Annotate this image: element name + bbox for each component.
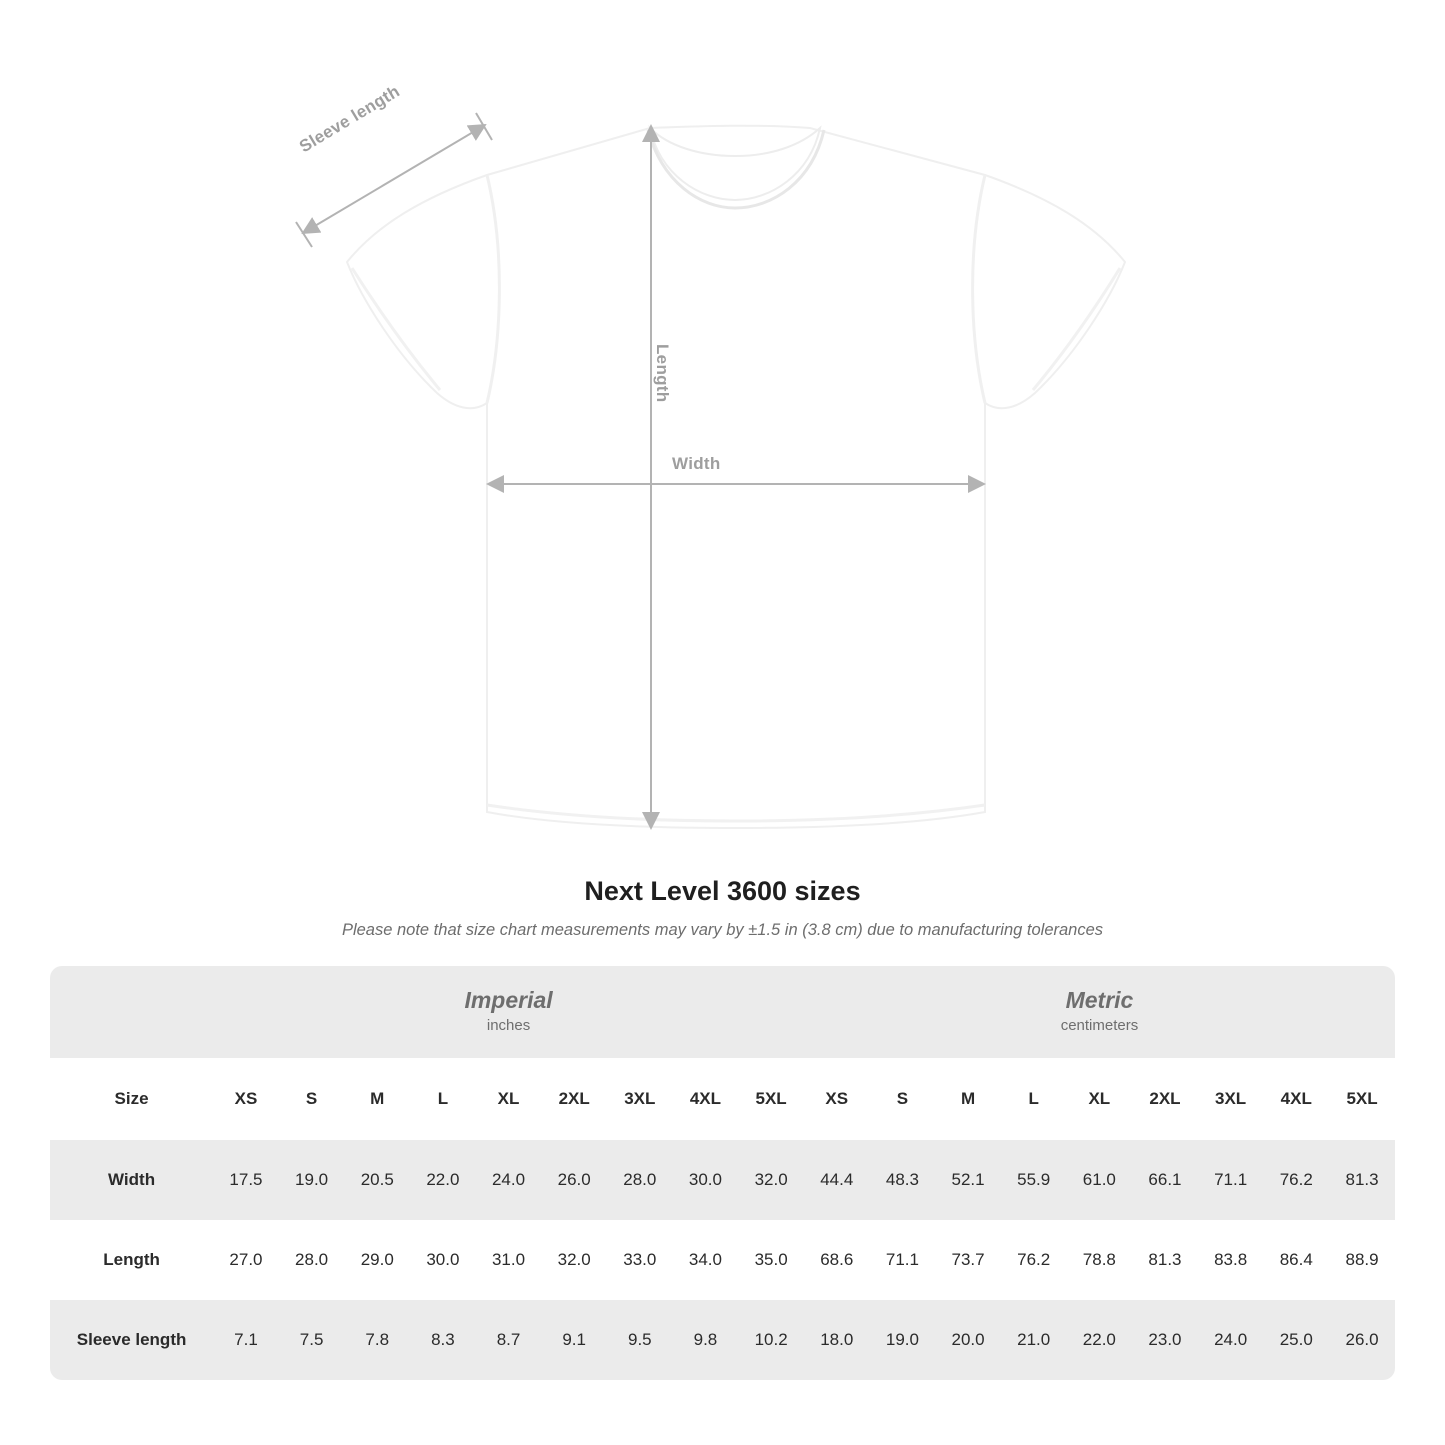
table-row [50,1300,1395,1380]
cell-sleeve-metric-5xl: 26.0 [1329,1300,1395,1380]
cell-width-imperial-2xl: 26.0 [541,1140,607,1220]
length-label: Length [653,344,672,403]
cell-sleeve-imperial-xl: 8.7 [476,1300,542,1380]
tshirt-shape [347,126,1125,828]
row-label-sleeve-length: Sleeve length [50,1300,213,1380]
size-header-metric-3xl: 3XL [1198,1058,1264,1140]
row-label-width: Width [50,1140,213,1220]
size-header-label: Size [50,1058,213,1140]
size-header-metric-s: S [870,1058,936,1140]
tolerance-note: Please note that size chart measurements may vary by ±1.5 in (3.8 cm) due to manufacturing tolerances [341,921,1104,939]
cell-width-metric-s: 48.3 [870,1140,936,1220]
table-row [50,1220,1395,1300]
cell-length-metric-l: 76.2 [1001,1220,1067,1300]
cell-sleeve-metric-m: 20.0 [935,1300,1001,1380]
size-header-metric-5xl: 5XL [1329,1058,1395,1140]
size-header-metric-l: L [1001,1058,1067,1140]
cell-length-imperial-5xl: 35.0 [738,1220,804,1300]
unit-sub-metric: centimeters [1060,1017,1139,1035]
cell-length-metric-xl: 78.8 [1067,1220,1133,1300]
cell-length-metric-4xl: 86.4 [1263,1220,1329,1300]
size-header-metric-m: M [935,1058,1001,1140]
unit-header-row [50,966,1395,1058]
unit-title-metric: Metric [1065,986,1134,1013]
size-header-imperial-m: M [344,1058,410,1140]
cell-length-metric-m: 73.7 [935,1220,1001,1300]
page-title: Next Level 3600 sizes [584,876,861,906]
cell-length-imperial-4xl: 34.0 [673,1220,739,1300]
size-header-metric-4xl: 4XL [1263,1058,1329,1140]
cell-sleeve-metric-xl: 22.0 [1067,1300,1133,1380]
cell-width-metric-l: 55.9 [1001,1140,1067,1220]
unit-title-imperial: Imperial [464,986,553,1013]
unit-header-imperial [213,966,804,1058]
cell-width-imperial-xs: 17.5 [213,1140,279,1220]
unit-header-spacer [50,966,213,1058]
cell-width-imperial-s: 19.0 [279,1140,345,1220]
width-label: Width [672,454,721,473]
size-header-imperial-5xl: 5XL [738,1058,804,1140]
cell-length-imperial-m: 29.0 [344,1220,410,1300]
cell-sleeve-metric-s: 19.0 [870,1300,936,1380]
cell-length-metric-xs: 68.6 [804,1220,870,1300]
cell-sleeve-imperial-xs: 7.1 [213,1300,279,1380]
size-header-row [50,1058,1395,1140]
cell-width-imperial-3xl: 28.0 [607,1140,673,1220]
size-header-imperial-s: S [279,1058,345,1140]
cell-length-imperial-2xl: 32.0 [541,1220,607,1300]
table-row [50,1140,1395,1220]
cell-sleeve-metric-3xl: 24.0 [1198,1300,1264,1380]
cell-length-imperial-xs: 27.0 [213,1220,279,1300]
size-header-metric-2xl: 2XL [1132,1058,1198,1140]
size-header-metric-xs: XS [804,1058,870,1140]
size-table [50,966,1395,1380]
cell-sleeve-metric-2xl: 23.0 [1132,1300,1198,1380]
heading-block [0,876,1445,940]
size-header-imperial-4xl: 4XL [673,1058,739,1140]
unit-sub-imperial: inches [486,1017,531,1035]
cell-width-imperial-m: 20.5 [344,1140,410,1220]
cell-width-metric-4xl: 76.2 [1263,1140,1329,1220]
cell-sleeve-imperial-3xl: 9.5 [607,1300,673,1380]
cell-width-metric-5xl: 81.3 [1329,1140,1395,1220]
cell-width-metric-xs: 44.4 [804,1140,870,1220]
cell-width-imperial-l: 22.0 [410,1140,476,1220]
cell-sleeve-imperial-5xl: 10.2 [738,1300,804,1380]
cell-length-imperial-xl: 31.0 [476,1220,542,1300]
cell-length-imperial-3xl: 33.0 [607,1220,673,1300]
size-header-imperial-2xl: 2XL [541,1058,607,1140]
cell-sleeve-metric-xs: 18.0 [804,1300,870,1380]
cell-width-imperial-5xl: 32.0 [738,1140,804,1220]
cell-sleeve-imperial-4xl: 9.8 [673,1300,739,1380]
cell-length-imperial-l: 30.0 [410,1220,476,1300]
cell-sleeve-imperial-s: 7.5 [279,1300,345,1380]
cell-sleeve-imperial-2xl: 9.1 [541,1300,607,1380]
cell-width-metric-2xl: 66.1 [1132,1140,1198,1220]
size-header-metric-xl: XL [1067,1058,1133,1140]
cell-length-metric-3xl: 83.8 [1198,1220,1264,1300]
unit-header-metric [804,966,1395,1058]
size-header-imperial-3xl: 3XL [607,1058,673,1140]
cell-sleeve-metric-4xl: 25.0 [1263,1300,1329,1380]
cell-width-metric-xl: 61.0 [1067,1140,1133,1220]
cell-sleeve-imperial-m: 7.8 [344,1300,410,1380]
size-table-wrapper [50,966,1395,1380]
size-header-imperial-xl: XL [476,1058,542,1140]
cell-width-metric-m: 52.1 [935,1140,1001,1220]
cell-sleeve-metric-l: 21.0 [1001,1300,1067,1380]
cell-length-metric-s: 71.1 [870,1220,936,1300]
cell-width-metric-3xl: 71.1 [1198,1140,1264,1220]
cell-width-imperial-xl: 24.0 [476,1140,542,1220]
cell-length-imperial-s: 28.0 [279,1220,345,1300]
cell-length-metric-2xl: 81.3 [1132,1220,1198,1300]
size-header-imperial-xs: XS [213,1058,279,1140]
cell-width-imperial-4xl: 30.0 [673,1140,739,1220]
cell-length-metric-5xl: 88.9 [1329,1220,1395,1300]
cell-sleeve-imperial-l: 8.3 [410,1300,476,1380]
size-header-imperial-l: L [410,1058,476,1140]
sleeve-length-label: Sleeve length [296,81,404,157]
row-label-length: Length [50,1220,213,1300]
